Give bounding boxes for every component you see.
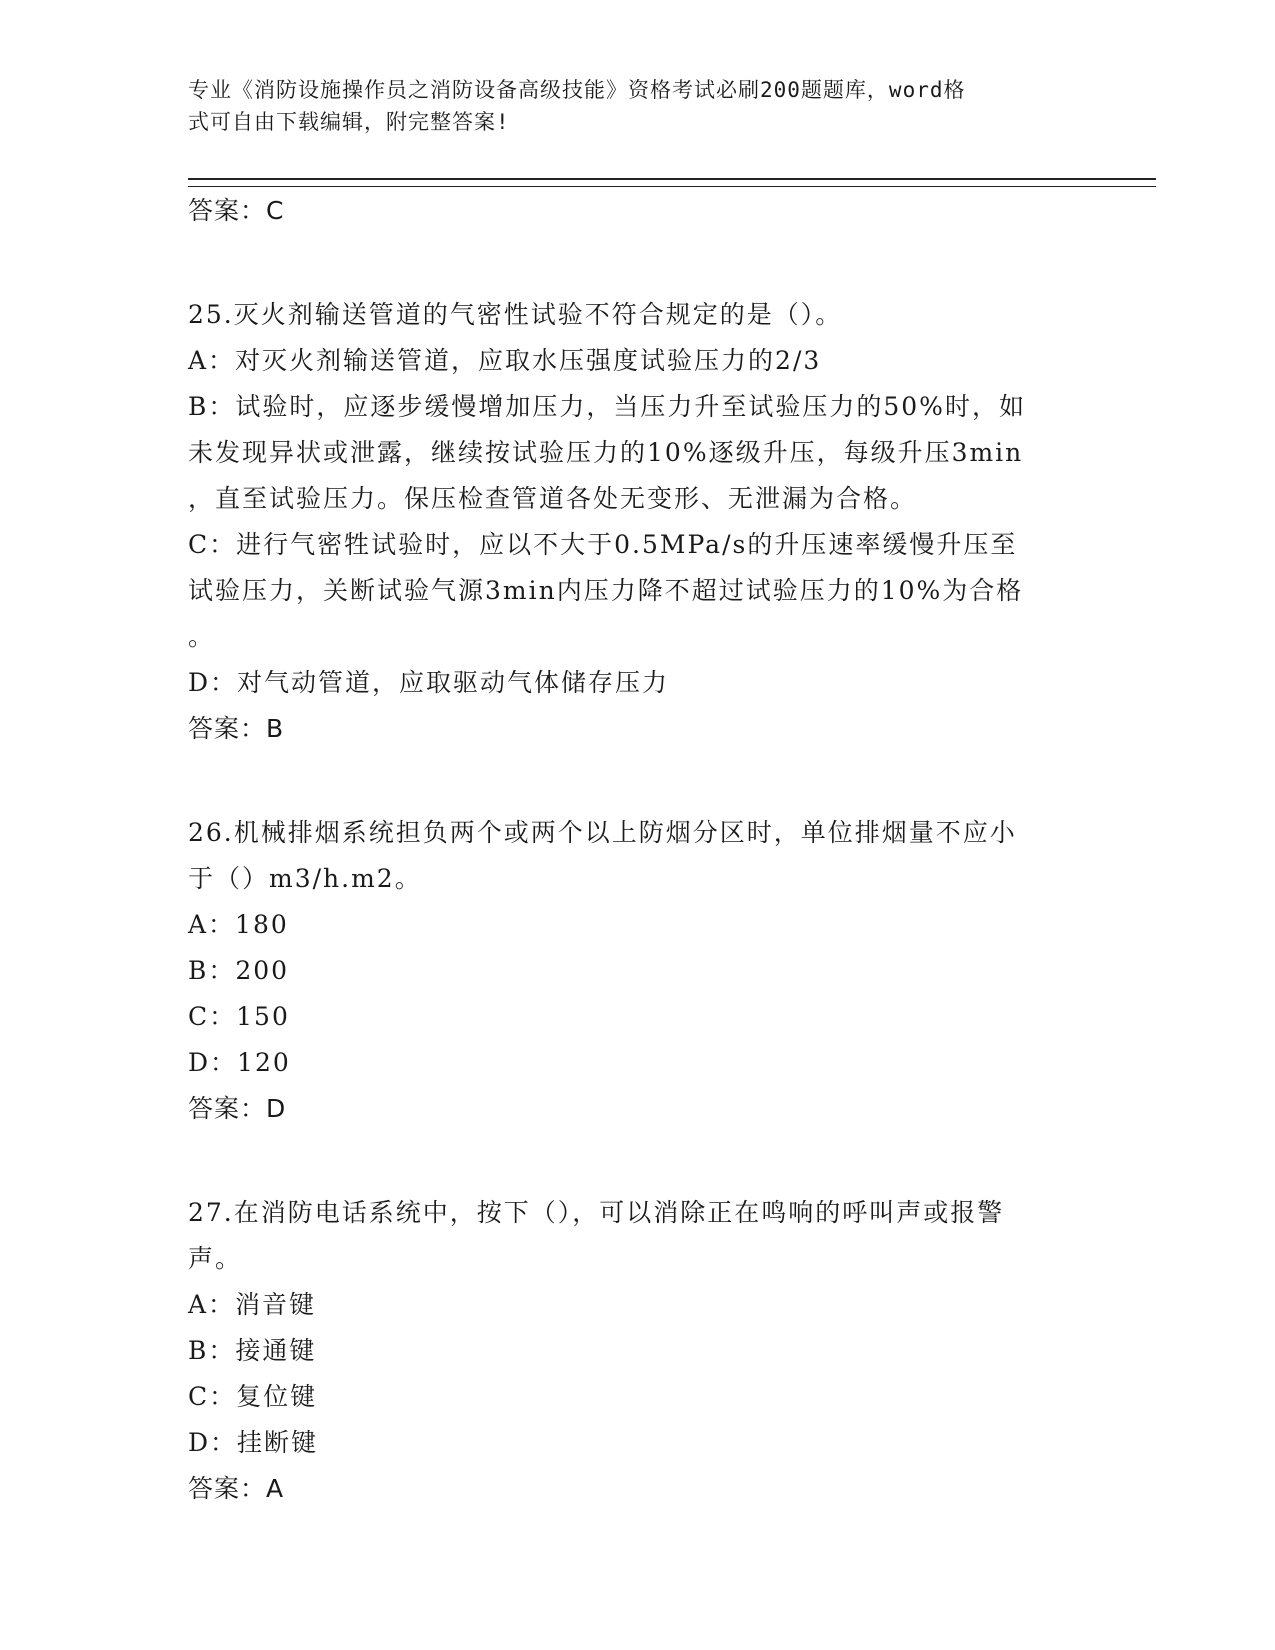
- document-body: [188, 188, 1088, 1512]
- option-d: D：120: [188, 1048, 291, 1077]
- option-c: C：复位键: [188, 1382, 318, 1411]
- question-25: [188, 292, 1088, 752]
- option-b: B：200: [188, 956, 290, 985]
- option-b-cont: 未发现异状或泄露，继续按试验压力的10%逐级升压，每级升压3min: [188, 438, 1024, 467]
- previous-answer: 答案：C: [188, 196, 285, 225]
- answer: 答案：A: [188, 1474, 285, 1503]
- question-stem: 26.机械排烟系统担负两个或两个以上防烟分区时，单位排烟量不应小: [188, 818, 1017, 847]
- option-c: C：150: [188, 1002, 290, 1031]
- question-stem: 25.灭火剂输送管道的气密性试验不符合规定的是（）。: [188, 300, 843, 329]
- header-line-2: 式可自由下载编辑，附完整答案!: [188, 110, 510, 134]
- answer: 答案：B: [188, 714, 285, 743]
- option-c-cont: 试验压力，关断试验气源3min内压力降不超过试验压力的10%为合格: [188, 576, 1024, 605]
- header-divider: [188, 178, 1156, 187]
- spacer: [188, 234, 1088, 292]
- option-a: A：对灭火剂输送管道，应取水压强度试验压力的2/3: [188, 346, 822, 375]
- question-26: [188, 810, 1088, 1132]
- question-stem-cont: 声。: [188, 1244, 243, 1273]
- option-b: B：接通键: [188, 1336, 317, 1365]
- option-b: B：试验时，应逐步缓慢增加压力，当压力升至试验压力的50%时，如: [188, 392, 1026, 421]
- spacer: [188, 1132, 1088, 1190]
- page-header: [188, 74, 1068, 138]
- question-27: [188, 1190, 1088, 1512]
- option-a: A：180: [188, 910, 289, 939]
- answer: 答案：D: [188, 1094, 287, 1123]
- option-d: D：对气动管道，应取驱动气体储存压力: [188, 668, 670, 697]
- option-d: D：挂断键: [188, 1428, 319, 1457]
- option-b-cont: ，直至试验压力。保压检查管道各处无变形、无泄漏为合格。: [188, 484, 918, 513]
- spacer: [188, 752, 1088, 810]
- option-c: C：进行气密牲试验时，应以不大于0.5MPa/s的升压速率缓慢升压至: [188, 530, 1018, 559]
- question-stem: 27.在消防电话系统中，按下（），可以消除正在鸣响的呼叫声或报警: [188, 1198, 1005, 1227]
- option-a: A：消音键: [188, 1290, 317, 1319]
- question-stem-cont: 于（）m3/h.m2。: [188, 864, 422, 893]
- header-line-1: 专业《消防设施操作员之消防设备高级技能》资格考试必刷200题题库，word格: [188, 78, 966, 102]
- option-c-cont: 。: [188, 622, 216, 651]
